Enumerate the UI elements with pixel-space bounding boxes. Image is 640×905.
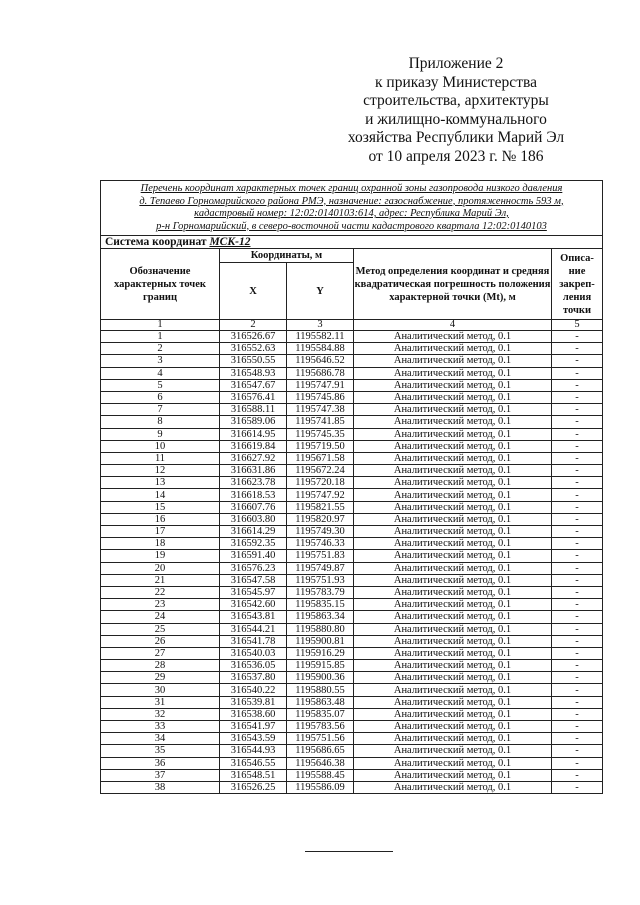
appendix-line: Приложение 2 — [408, 55, 504, 72]
table-row — [101, 477, 603, 489]
coord-x: 316544.93 — [220, 745, 287, 757]
description-cell: - — [552, 489, 603, 501]
column-numbers-row — [101, 320, 603, 331]
table-row — [101, 331, 603, 343]
description-cell: - — [552, 440, 603, 452]
coordinate-system-value: МСК-12 — [209, 236, 251, 248]
table-row — [101, 440, 603, 452]
coord-x: 316576.23 — [220, 562, 287, 574]
header-x: X — [220, 263, 287, 320]
point-number: 15 — [101, 501, 220, 513]
coord-y: 1195746.33 — [287, 538, 354, 550]
method-cell: Аналитический метод, 0.1 — [354, 781, 552, 793]
table-row — [101, 647, 603, 659]
coord-x: 316539.81 — [220, 696, 287, 708]
description-cell: - — [552, 562, 603, 574]
method-cell: Аналитический метод, 0.1 — [354, 343, 552, 355]
table-row — [101, 489, 603, 501]
coord-y: 1195900.81 — [287, 635, 354, 647]
table-row — [101, 611, 603, 623]
coord-x: 316526.25 — [220, 781, 287, 793]
coord-x: 316631.86 — [220, 465, 287, 477]
method-cell: Аналитический метод, 0.1 — [354, 404, 552, 416]
coord-x: 316591.40 — [220, 550, 287, 562]
method-cell: Аналитический метод, 0.1 — [354, 586, 552, 598]
method-cell: Аналитический метод, 0.1 — [354, 757, 552, 769]
method-cell: Аналитический метод, 0.1 — [354, 696, 552, 708]
coord-y: 1195671.58 — [287, 452, 354, 464]
method-cell: Аналитический метод, 0.1 — [354, 623, 552, 635]
point-number: 6 — [101, 391, 220, 403]
coord-x: 316543.59 — [220, 733, 287, 745]
coord-x: 316541.97 — [220, 721, 287, 733]
description-cell: - — [552, 391, 603, 403]
table-title-line: р-н Горномарийский, в северо-восточной части кадастрового квартала 12:02:0140103 — [156, 220, 547, 232]
coord-x: 316589.06 — [220, 416, 287, 428]
coord-x: 316544.21 — [220, 623, 287, 635]
method-cell: Аналитический метод, 0.1 — [354, 562, 552, 574]
point-number: 34 — [101, 733, 220, 745]
point-number: 17 — [101, 526, 220, 538]
method-cell: Аналитический метод, 0.1 — [354, 452, 552, 464]
method-cell: Аналитический метод, 0.1 — [354, 599, 552, 611]
coord-x: 316627.92 — [220, 452, 287, 464]
coord-y: 1195588.45 — [287, 769, 354, 781]
table-row — [101, 660, 603, 672]
point-number: 4 — [101, 367, 220, 379]
method-cell: Аналитический метод, 0.1 — [354, 733, 552, 745]
point-number: 20 — [101, 562, 220, 574]
description-cell: - — [552, 355, 603, 367]
description-cell: - — [552, 611, 603, 623]
table-row — [101, 416, 603, 428]
description-cell: - — [552, 343, 603, 355]
table-row — [101, 599, 603, 611]
point-number: 18 — [101, 538, 220, 550]
column-number: 1 — [101, 320, 220, 331]
point-number: 10 — [101, 440, 220, 452]
method-cell: Аналитический метод, 0.1 — [354, 355, 552, 367]
table-row — [101, 367, 603, 379]
column-number: 5 — [552, 320, 603, 331]
coord-y: 1195719.50 — [287, 440, 354, 452]
description-cell: - — [552, 696, 603, 708]
point-number: 32 — [101, 708, 220, 720]
description-cell: - — [552, 465, 603, 477]
coord-x: 316547.58 — [220, 574, 287, 586]
table-row — [101, 538, 603, 550]
appendix-line: к приказу Министерства — [375, 73, 537, 91]
coordinate-system-row — [101, 236, 603, 249]
coord-y: 1195747.38 — [287, 404, 354, 416]
coord-y: 1195646.38 — [287, 757, 354, 769]
point-number: 24 — [101, 611, 220, 623]
coord-x: 316592.35 — [220, 538, 287, 550]
coord-y: 1195751.83 — [287, 550, 354, 562]
table-row — [101, 757, 603, 769]
coord-y: 1195672.24 — [287, 465, 354, 477]
table-title-line: Перечень координат характерных точек границ охранной зоны газопровода низкого давления — [140, 183, 563, 194]
point-number: 25 — [101, 623, 220, 635]
table-row — [101, 343, 603, 355]
coord-x: 316540.22 — [220, 684, 287, 696]
coord-y: 1195835.07 — [287, 708, 354, 720]
description-cell: - — [552, 599, 603, 611]
coord-y: 1195747.91 — [287, 379, 354, 391]
point-number: 35 — [101, 745, 220, 757]
description-cell: - — [552, 733, 603, 745]
method-cell: Аналитический метод, 0.1 — [354, 672, 552, 684]
appendix-line: от 10 апреля 2023 г. № 186 — [368, 147, 544, 165]
description-cell: - — [552, 757, 603, 769]
coord-y: 1195751.56 — [287, 733, 354, 745]
point-number: 28 — [101, 660, 220, 672]
table-row — [101, 550, 603, 562]
point-number: 7 — [101, 404, 220, 416]
description-cell: - — [552, 452, 603, 464]
table-title-row — [101, 181, 603, 236]
table-row — [101, 465, 603, 477]
coord-x: 316537.80 — [220, 672, 287, 684]
point-number: 19 — [101, 550, 220, 562]
method-cell: Аналитический метод, 0.1 — [354, 635, 552, 647]
description-cell: - — [552, 379, 603, 391]
method-cell: Аналитический метод, 0.1 — [354, 416, 552, 428]
point-number: 37 — [101, 769, 220, 781]
point-number: 12 — [101, 465, 220, 477]
table-row — [101, 769, 603, 781]
point-number: 22 — [101, 586, 220, 598]
coord-y: 1195880.55 — [287, 684, 354, 696]
coord-y: 1195686.65 — [287, 745, 354, 757]
coord-x: 316541.78 — [220, 635, 287, 647]
coord-y: 1195820.97 — [287, 513, 354, 525]
coord-x: 316545.97 — [220, 586, 287, 598]
method-cell: Аналитический метод, 0.1 — [354, 379, 552, 391]
method-cell: Аналитический метод, 0.1 — [354, 501, 552, 513]
point-number: 14 — [101, 489, 220, 501]
point-number: 27 — [101, 647, 220, 659]
method-cell: Аналитический метод, 0.1 — [354, 465, 552, 477]
coordinates-table — [100, 180, 603, 794]
method-cell: Аналитический метод, 0.1 — [354, 526, 552, 538]
table-row — [101, 708, 603, 720]
appendix-line: и жилищно-коммунального — [365, 110, 547, 128]
point-number: 1 — [101, 331, 220, 343]
coord-x: 316614.95 — [220, 428, 287, 440]
description-cell: - — [552, 404, 603, 416]
coord-y: 1195741.85 — [287, 416, 354, 428]
table-row — [101, 672, 603, 684]
header-designation: Обозначение характерных точек границ — [101, 249, 220, 320]
coord-y: 1195582.11 — [287, 331, 354, 343]
point-number: 31 — [101, 696, 220, 708]
coord-x: 316603.80 — [220, 513, 287, 525]
table-row — [101, 745, 603, 757]
description-cell: - — [552, 721, 603, 733]
table-row — [101, 696, 603, 708]
column-number: 3 — [287, 320, 354, 331]
coord-y: 1195863.34 — [287, 611, 354, 623]
coord-y: 1195686.78 — [287, 367, 354, 379]
coord-x: 316619.84 — [220, 440, 287, 452]
description-cell: - — [552, 428, 603, 440]
coord-y: 1195783.79 — [287, 586, 354, 598]
coord-x: 316546.55 — [220, 757, 287, 769]
description-cell: - — [552, 538, 603, 550]
footer-rule — [305, 851, 393, 852]
coord-x: 316536.05 — [220, 660, 287, 672]
header-description: Описа-ние закреп-ления точки — [552, 249, 603, 320]
table-row — [101, 404, 603, 416]
header-method: Метод определения координат и средняя квадратическая погрешность положения характерной точки (Mt), м — [354, 249, 552, 320]
table-row — [101, 428, 603, 440]
coord-y: 1195749.30 — [287, 526, 354, 538]
coord-x: 316548.93 — [220, 367, 287, 379]
method-cell: Аналитический метод, 0.1 — [354, 538, 552, 550]
description-cell: - — [552, 586, 603, 598]
coord-y: 1195863.48 — [287, 696, 354, 708]
point-number: 26 — [101, 635, 220, 647]
coord-x: 316538.60 — [220, 708, 287, 720]
appendix-line: хозяйства Республики Марий Эл — [347, 129, 565, 146]
method-cell: Аналитический метод, 0.1 — [354, 428, 552, 440]
coord-y: 1195835.15 — [287, 599, 354, 611]
method-cell: Аналитический метод, 0.1 — [354, 574, 552, 586]
description-cell: - — [552, 574, 603, 586]
point-number: 21 — [101, 574, 220, 586]
table-row — [101, 623, 603, 635]
method-cell: Аналитический метод, 0.1 — [354, 745, 552, 757]
description-cell: - — [552, 635, 603, 647]
table-row — [101, 562, 603, 574]
method-cell: Аналитический метод, 0.1 — [354, 367, 552, 379]
table-row — [101, 781, 603, 793]
coord-y: 1195916.29 — [287, 647, 354, 659]
method-cell: Аналитический метод, 0.1 — [354, 684, 552, 696]
header-coordinates: Координаты, м — [220, 249, 354, 263]
description-cell: - — [552, 647, 603, 659]
coord-y: 1195880.80 — [287, 623, 354, 635]
method-cell: Аналитический метод, 0.1 — [354, 331, 552, 343]
table-row — [101, 586, 603, 598]
coord-x: 316548.51 — [220, 769, 287, 781]
coord-x: 316540.03 — [220, 647, 287, 659]
point-number: 3 — [101, 355, 220, 367]
description-cell: - — [552, 501, 603, 513]
method-cell: Аналитический метод, 0.1 — [354, 513, 552, 525]
header-row — [101, 249, 603, 263]
description-cell: - — [552, 331, 603, 343]
description-cell: - — [552, 769, 603, 781]
table-row — [101, 452, 603, 464]
method-cell: Аналитический метод, 0.1 — [354, 440, 552, 452]
point-number: 23 — [101, 599, 220, 611]
coord-y: 1195749.87 — [287, 562, 354, 574]
coord-x: 316526.67 — [220, 331, 287, 343]
coord-y: 1195747.92 — [287, 489, 354, 501]
description-cell: - — [552, 623, 603, 635]
description-cell: - — [552, 526, 603, 538]
description-cell: - — [552, 513, 603, 525]
coord-x: 316588.11 — [220, 404, 287, 416]
method-cell: Аналитический метод, 0.1 — [354, 611, 552, 623]
coord-y: 1195751.93 — [287, 574, 354, 586]
description-cell: - — [552, 367, 603, 379]
coordinate-system-label: Система координат — [105, 236, 207, 248]
coord-x: 316543.81 — [220, 611, 287, 623]
method-cell: Аналитический метод, 0.1 — [354, 660, 552, 672]
coord-x: 316623.78 — [220, 477, 287, 489]
coord-y: 1195821.55 — [287, 501, 354, 513]
coord-x: 316576.41 — [220, 391, 287, 403]
table-row — [101, 526, 603, 538]
coord-y: 1195915.85 — [287, 660, 354, 672]
coord-y: 1195584.88 — [287, 343, 354, 355]
coord-y: 1195586.09 — [287, 781, 354, 793]
coord-x: 316550.55 — [220, 355, 287, 367]
method-cell: Аналитический метод, 0.1 — [354, 769, 552, 781]
point-number: 38 — [101, 781, 220, 793]
coord-y: 1195720.18 — [287, 477, 354, 489]
method-cell: Аналитический метод, 0.1 — [354, 391, 552, 403]
method-cell: Аналитический метод, 0.1 — [354, 489, 552, 501]
coord-x: 316547.67 — [220, 379, 287, 391]
coord-x: 316618.53 — [220, 489, 287, 501]
coord-y: 1195745.35 — [287, 428, 354, 440]
table-title-line: кадастровый номер: 12:02:0140103:614, адрес: Республика Марий Эл, — [194, 208, 509, 219]
description-cell: - — [552, 660, 603, 672]
point-number: 29 — [101, 672, 220, 684]
description-cell: - — [552, 550, 603, 562]
description-cell: - — [552, 684, 603, 696]
coord-x: 316542.60 — [220, 599, 287, 611]
table-row — [101, 721, 603, 733]
table-row — [101, 635, 603, 647]
table-title — [101, 181, 603, 236]
description-cell: - — [552, 708, 603, 720]
point-number: 11 — [101, 452, 220, 464]
table-row — [101, 379, 603, 391]
point-number: 9 — [101, 428, 220, 440]
table-row — [101, 574, 603, 586]
point-number: 13 — [101, 477, 220, 489]
coordinate-system — [101, 236, 603, 249]
point-number: 5 — [101, 379, 220, 391]
method-cell: Аналитический метод, 0.1 — [354, 550, 552, 562]
method-cell: Аналитический метод, 0.1 — [354, 708, 552, 720]
point-number: 30 — [101, 684, 220, 696]
column-number: 2 — [220, 320, 287, 331]
point-number: 2 — [101, 343, 220, 355]
table-row — [101, 355, 603, 367]
method-cell: Аналитический метод, 0.1 — [354, 721, 552, 733]
coord-y: 1195783.56 — [287, 721, 354, 733]
header-y: Y — [287, 263, 354, 320]
table-row — [101, 733, 603, 745]
table-row — [101, 684, 603, 696]
point-number: 8 — [101, 416, 220, 428]
description-cell: - — [552, 745, 603, 757]
table-row — [101, 501, 603, 513]
description-cell: - — [552, 672, 603, 684]
method-cell: Аналитический метод, 0.1 — [354, 647, 552, 659]
point-number: 36 — [101, 757, 220, 769]
table-title-line: д. Тепаево Горномарийского района РМЭ, назначение: газоснабжение, протяженность 593 м, — [139, 195, 564, 207]
description-cell: - — [552, 416, 603, 428]
coord-y: 1195900.36 — [287, 672, 354, 684]
column-number: 4 — [354, 320, 552, 331]
point-number: 16 — [101, 513, 220, 525]
table-row — [101, 391, 603, 403]
coord-x: 316552.63 — [220, 343, 287, 355]
description-cell: - — [552, 477, 603, 489]
coord-y: 1195745.86 — [287, 391, 354, 403]
point-number: 33 — [101, 721, 220, 733]
method-cell: Аналитический метод, 0.1 — [354, 477, 552, 489]
appendix-header — [316, 55, 596, 166]
description-cell: - — [552, 781, 603, 793]
coord-y: 1195646.52 — [287, 355, 354, 367]
appendix-line: строительства, архитектуры — [363, 92, 549, 109]
coord-x: 316607.76 — [220, 501, 287, 513]
table-row — [101, 513, 603, 525]
coord-x: 316614.29 — [220, 526, 287, 538]
